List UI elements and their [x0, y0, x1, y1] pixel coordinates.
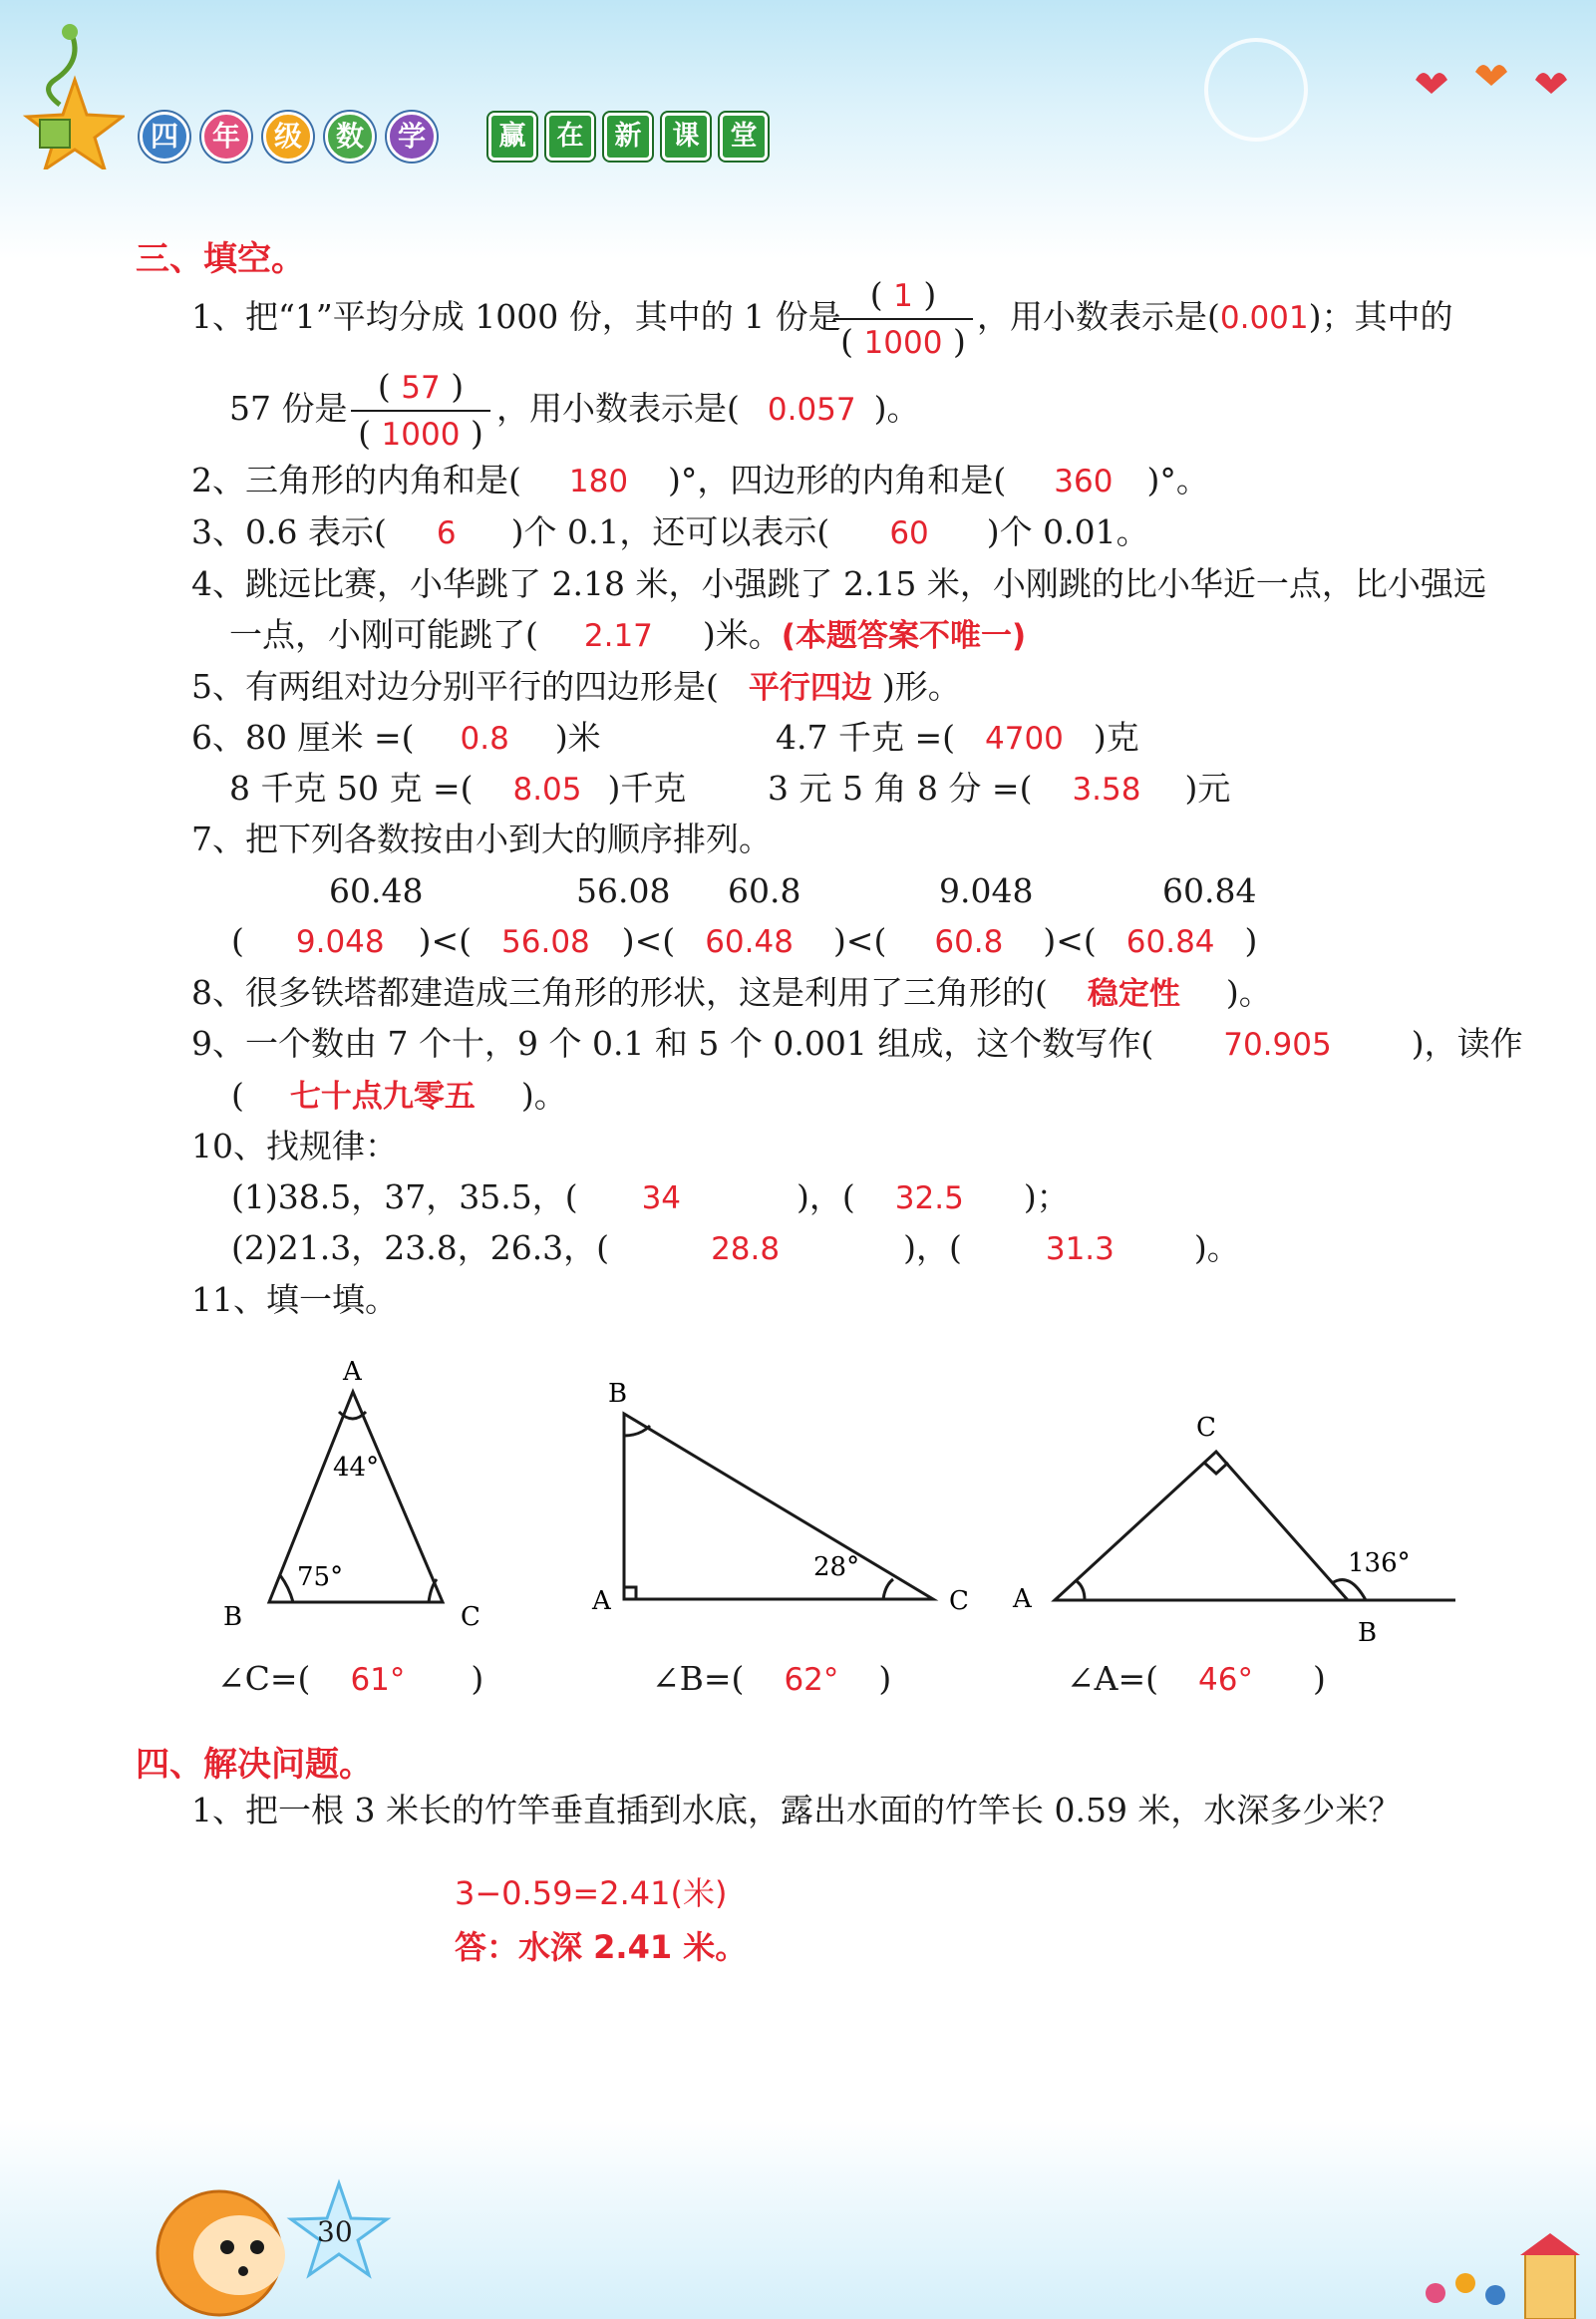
monkey-mascot-icon — [110, 2163, 409, 2319]
q10-text: (2)21.3，23.8，26.3，( — [231, 1228, 610, 1267]
q6-text: )千克 — [607, 769, 687, 808]
q1-line2-tail — [496, 389, 920, 430]
vertex-label: A — [1013, 1584, 1032, 1614]
q9-text: 9、一个数由 7 个十，9 个 0.1 和 5 个 0.001 组成，这个数写作( — [191, 1024, 1154, 1063]
vertex-label: A — [592, 1586, 611, 1616]
q6-line2-left — [229, 769, 686, 810]
q1-text: 1、把“1”平均分成 1000 份，其中的 1 份是 — [191, 297, 841, 336]
series-char: 课 — [662, 113, 710, 161]
q7-number: 56.08 — [576, 871, 671, 910]
section-4-title: 四、解决问题。 — [136, 1745, 373, 1785]
paren: ( — [231, 921, 244, 960]
title-char: 学 — [387, 112, 437, 162]
triangle-1 — [269, 1392, 443, 1602]
angle-label: 44° — [333, 1453, 380, 1483]
answer: 8.05 — [512, 772, 582, 808]
vertex-label: B — [608, 1379, 628, 1409]
q6-text: 6、80 厘米 =( — [191, 718, 415, 757]
q6-text: 8 千克 50 克 =( — [229, 769, 474, 808]
flowers-decoration-icon — [1416, 2233, 1585, 2319]
q3-text: )个 0.1，还可以表示( — [510, 512, 830, 551]
q11-text: ) — [471, 1659, 484, 1698]
answer: 60.84 — [1125, 924, 1215, 960]
q1-fraction-1: ( 1 ) ( 1000 ) — [833, 275, 973, 363]
s4-q1-text: 1、把一根 3 米长的竹竿垂直插到水底，露出水面的竹竿长 0.59 米，水深多少米？ — [191, 1791, 1402, 1829]
q10-text: (1)38.5，37，35.5，( — [231, 1177, 578, 1216]
fraction-denominator: 1000 — [863, 325, 943, 361]
q6-text: 4.7 千克 =( — [776, 718, 955, 757]
less-than: )<( — [1043, 921, 1097, 960]
q9-text: )。 — [520, 1076, 567, 1115]
answer-note: (本题答案不唯一) — [781, 618, 1027, 654]
q4-text: )米。 — [702, 615, 782, 654]
series-char: 堂 — [720, 113, 768, 161]
vertex-label: C — [1196, 1413, 1216, 1443]
fraction-denominator: 1000 — [381, 417, 461, 453]
answer: 70.905 — [1223, 1027, 1332, 1063]
series-char: 在 — [546, 113, 594, 161]
q2-text: 2、三角形的内角和是( — [191, 461, 521, 499]
q1-text: ，用小数表示是( — [496, 389, 740, 428]
page-number: 30 — [317, 2215, 353, 2248]
fraction-numerator: 1 — [893, 278, 913, 314]
q7-number: 60.84 — [1162, 871, 1257, 910]
q10-text: )，( — [903, 1228, 962, 1267]
q5-text: )形。 — [881, 667, 961, 706]
q11-answer-2 — [652, 1659, 891, 1700]
section-3-title: 三、填空。 — [136, 239, 305, 279]
q7-order-line — [231, 921, 1257, 962]
q11-text: ) — [878, 1659, 892, 1698]
title-char: 数 — [325, 112, 375, 162]
title-char: 年 — [201, 112, 251, 162]
triangle-diagrams — [0, 1336, 1596, 1715]
angle-label: 136° — [1348, 1548, 1411, 1578]
q1-line1-tail — [977, 297, 1453, 338]
q1-line1 — [191, 297, 841, 337]
vertex-label: C — [461, 1602, 480, 1632]
q7-number: 60.48 — [329, 871, 424, 910]
q7-number: 9.048 — [939, 871, 1034, 910]
bubble-decoration-icon — [1196, 30, 1316, 150]
q10-text: )； — [1023, 1177, 1070, 1216]
q10-text: )，( — [797, 1177, 855, 1216]
q9-line2 — [231, 1076, 567, 1117]
answer: 0.8 — [460, 721, 509, 757]
title-char: 级 — [263, 112, 313, 162]
q9-text: ( — [231, 1076, 244, 1115]
answer: 0.057 — [767, 392, 856, 428]
fraction-numerator: 57 — [401, 370, 441, 406]
q6-text: )元 — [1184, 769, 1231, 808]
less-than: )<( — [832, 921, 887, 960]
answer: 0.001 — [1219, 300, 1309, 336]
paren: ) — [1244, 921, 1258, 960]
q11-text: ) — [1312, 1659, 1326, 1698]
q5-text: 5、有两组对边分别平行的四边形是( — [191, 667, 719, 706]
q1-text: 57 份是 — [229, 389, 348, 428]
q6-text: )米 — [554, 718, 601, 757]
q11-text: ∠B=( — [652, 1659, 745, 1698]
answer: 平行四边 — [748, 670, 872, 706]
q11-answer-1 — [217, 1659, 483, 1700]
q6-text: 3 元 5 角 8 分 =( — [768, 769, 1033, 808]
s4-q1-calculation: 3−0.59=2.41(米) — [455, 1874, 728, 1912]
answer: 七十点九零五 — [289, 1079, 476, 1115]
q2-text: )°，四边形的内角和是( — [668, 461, 1007, 499]
answer: 32.5 — [894, 1180, 964, 1216]
s4-q1-answer: 答：水深 2.41 米。 — [455, 1928, 748, 1966]
answer: 6 — [436, 515, 457, 551]
vertex-label: A — [343, 1357, 362, 1387]
q8-text: )。 — [1225, 973, 1272, 1012]
answer: 28.8 — [711, 1231, 781, 1267]
q1-line2 — [229, 389, 347, 429]
q10-row2 — [231, 1228, 1240, 1269]
q10-title: 10、找规律： — [191, 1127, 398, 1165]
answer: 60 — [889, 515, 929, 551]
q7-title: 7、把下列各数按由小到大的顺序排列。 — [191, 820, 772, 858]
answer: 60.48 — [705, 924, 794, 960]
answer: 3.58 — [1072, 772, 1141, 808]
q3-line — [191, 512, 1149, 553]
answer: 稳定性 — [1087, 976, 1180, 1012]
q1-fraction-2: ( 57 ) ( 1000 ) — [351, 367, 490, 455]
q4-text: 一点，小刚可能跳了( — [229, 615, 538, 654]
q10-text: )。 — [1193, 1228, 1240, 1267]
answer: 2.17 — [583, 618, 653, 654]
q3-text: 3、0.6 表示( — [191, 512, 387, 551]
q7-number: 60.8 — [728, 871, 801, 910]
answer: 31.3 — [1045, 1231, 1115, 1267]
q8-line — [191, 973, 1272, 1014]
q6-line1-right — [776, 718, 1139, 759]
q3-text: )个 0.01。 — [986, 512, 1149, 551]
q2-text: )°。 — [1146, 461, 1209, 499]
q9-text: )，读作 — [1411, 1024, 1523, 1063]
less-than: )<( — [418, 921, 473, 960]
q11-answer-3 — [1067, 1659, 1326, 1700]
answer: 34 — [641, 1180, 682, 1216]
series-char: 赢 — [488, 113, 536, 161]
q6-text: )克 — [1093, 718, 1139, 757]
q1-text: )；其中的 — [1308, 297, 1453, 336]
q4-line2 — [229, 615, 1026, 656]
series-char: 新 — [604, 113, 652, 161]
triangle-2 — [624, 1414, 933, 1599]
q4-line1: 4、跳远比赛，小华跳了 2.18 米，小强跳了 2.15 米，小刚跳的比小华近一点，比小强远 — [191, 564, 1486, 603]
answer: 9.048 — [295, 924, 385, 960]
q2-line — [191, 461, 1209, 501]
q6-line1-left — [191, 718, 601, 759]
q10-row1 — [231, 1177, 1070, 1218]
answer: 4700 — [985, 721, 1064, 757]
vertex-label: B — [223, 1602, 243, 1632]
angle-label: 28° — [813, 1552, 860, 1582]
answer: 62° — [784, 1662, 839, 1698]
q6-line2-right — [768, 769, 1230, 810]
answer: 180 — [568, 464, 629, 499]
q11-text: ∠A=( — [1067, 1659, 1159, 1698]
vertex-label: B — [1358, 1618, 1378, 1648]
q11-title: 11、填一填。 — [191, 1280, 398, 1319]
vertex-label: C — [949, 1586, 969, 1616]
answer: 56.08 — [501, 924, 590, 960]
answer: 360 — [1054, 464, 1114, 499]
star-mascot-icon — [15, 20, 125, 169]
answer: 60.8 — [934, 924, 1004, 960]
title-char: 四 — [140, 112, 189, 162]
hearts-decoration-icon — [1406, 60, 1585, 100]
answer: 46° — [1198, 1662, 1253, 1698]
q1-text: ，用小数表示是( — [977, 297, 1220, 336]
q11-text: ∠C=( — [217, 1659, 311, 1698]
q8-text: 8、很多铁塔都建造成三角形的形状，这是利用了三角形的( — [191, 973, 1048, 1012]
q1-text: )。 — [873, 389, 920, 428]
q9-line1 — [191, 1024, 1523, 1065]
answer: 61° — [350, 1662, 406, 1698]
q5-line — [191, 667, 961, 708]
angle-label: 75° — [297, 1562, 344, 1592]
less-than: )<( — [621, 921, 676, 960]
